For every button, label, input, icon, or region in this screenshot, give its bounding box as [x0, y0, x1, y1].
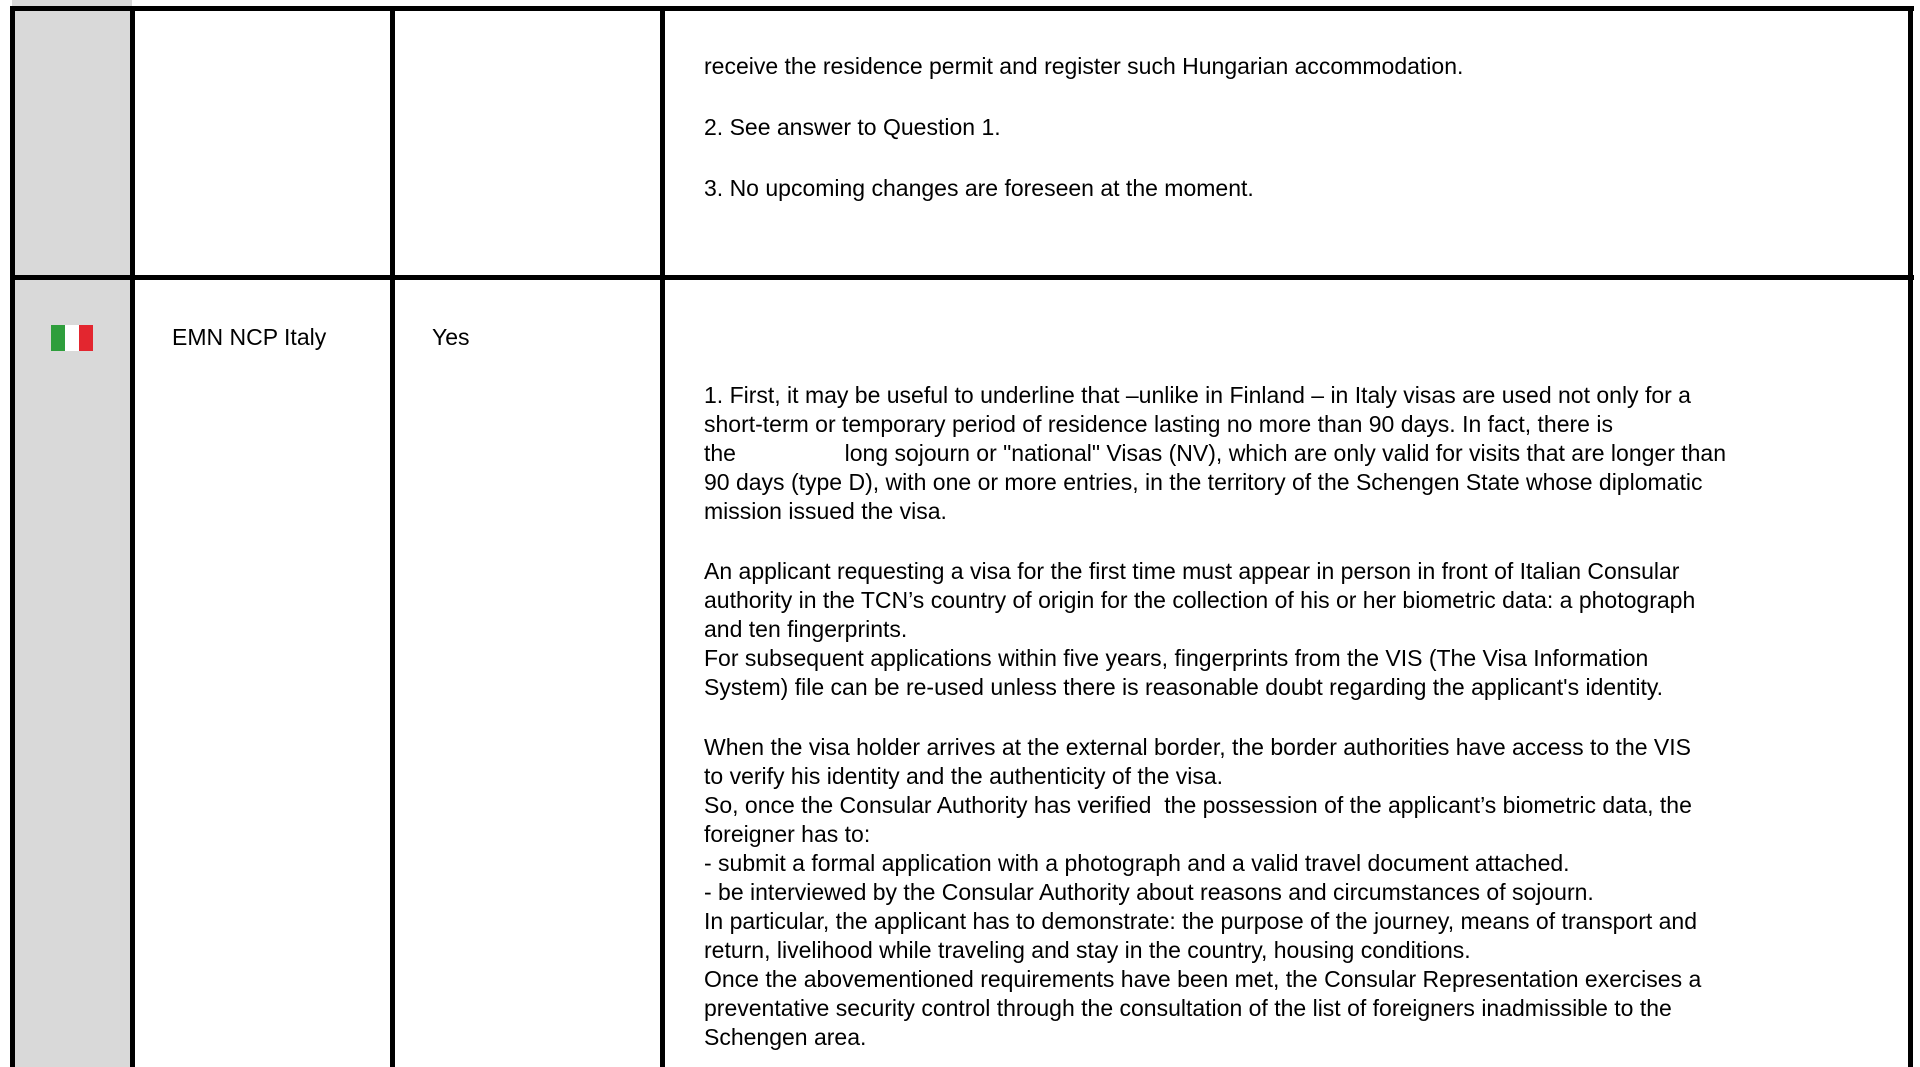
data-table [12, 0, 1914, 1067]
response-value: Yes [432, 324, 470, 350]
answer-line: So, once the Consular Authority has verified the possession of the applicant’s biometric data, the [704, 792, 1692, 818]
answer-line: - be interviewed by the Consular Authority about reasons and circumstances of sojourn. [704, 879, 1594, 905]
answer-line: mission issued the visa. [704, 498, 947, 524]
answer-line: and ten fingerprints. [704, 616, 908, 642]
column-divider [130, 10, 135, 1067]
answer-line: Schengen area. [704, 1024, 867, 1050]
answer-line: In particular, the applicant has to demonstrate: the purpose of the journey, means of transport and [704, 908, 1698, 934]
answer-line: foreigner has to: [704, 821, 871, 847]
flag-column [12, 0, 132, 1067]
italy-flag-icon [51, 325, 93, 351]
column-divider [660, 10, 665, 1067]
answer-line: the long sojourn or "national" Visas (NV), which are only valid for visits that are longer than [704, 440, 1727, 466]
paragraph-gap [704, 526, 1904, 557]
answer-line: 1. First, it may be useful to underline that –unlike in Finland – in Italy visas are used not only for a [704, 382, 1691, 408]
ncp-name: EMN NCP Italy [172, 324, 327, 350]
table-row [704, 52, 1894, 203]
answer-line: short-term or temporary period of residence lasting no more than 90 days. In fact, there is [704, 411, 1613, 437]
answer-line: System) file can be re-used unless there is reasonable doubt regarding the applicant's identity. [704, 674, 1664, 700]
answer-line: - submit a formal application with a photograph and a valid travel document attached. [704, 850, 1570, 876]
table-border-right [1908, 280, 1913, 1067]
answer-line: For subsequent applications within five years, fingerprints from the VIS (The Visa Information [704, 645, 1649, 671]
answer-paragraph: receive the residence permit and register such Hungarian accommodation. [704, 53, 1464, 79]
answer-paragraph: 2. See answer to Question 1. [704, 114, 1001, 140]
answer-line: return, livelihood while traveling and stay in the country, housing conditions. [704, 937, 1471, 963]
row-divider [10, 6, 1914, 11]
answer-line: When the visa holder arrives at the external border, the border authorities have access to the VIS [704, 734, 1691, 760]
table-border-right [1908, 10, 1913, 285]
answer-text [704, 323, 1904, 1052]
answer-line: to verify his identity and the authenticity of the visa. [704, 763, 1224, 789]
answer-paragraph: 3. No upcoming changes are foreseen at the moment. [704, 175, 1254, 201]
row-divider [10, 275, 1914, 280]
answer-line: An applicant requesting a visa for the first time must appear in person in front of Italian Consular [704, 558, 1680, 584]
paragraph-gap [704, 702, 1904, 733]
answer-line: authority in the TCN’s country of origin for the collection of his or her biometric data: a photograph [704, 587, 1696, 613]
answer-line: preventative security control through the consultation of the list of foreigners inadmissible to the [704, 995, 1672, 1021]
answer-line: 90 days (type D), with one or more entries, in the territory of the Schengen State whose diplomatic [704, 469, 1703, 495]
answer-line: Once the abovementioned requirements have been met, the Consular Representation exercises a [704, 966, 1702, 992]
table-border-left [10, 10, 15, 1067]
column-divider [390, 10, 395, 1067]
